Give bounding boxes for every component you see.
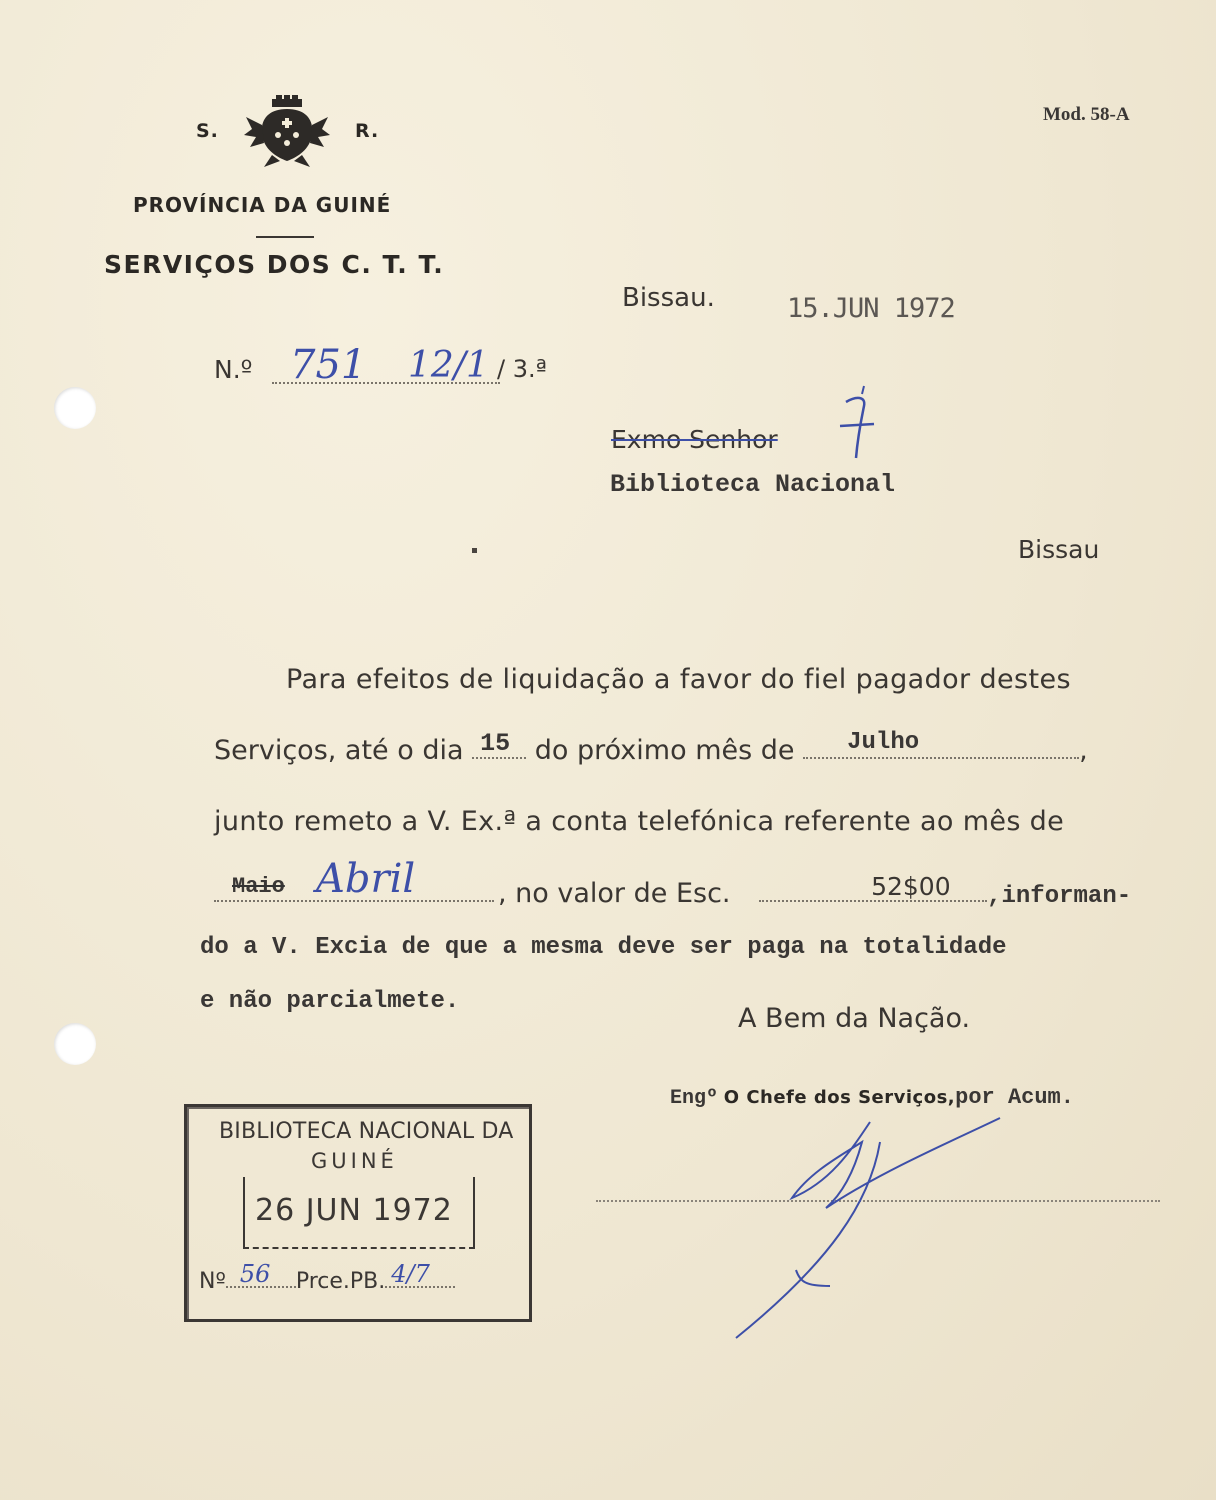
amount-dotted-line	[759, 872, 987, 902]
sr-right: R.	[355, 120, 380, 142]
coat-of-arms-emblem	[242, 95, 332, 170]
billing-month-dotted-line	[214, 856, 494, 902]
place-label: Bissau.	[622, 283, 715, 313]
body-line-3: junto remeto a V. Ex.ª a conta telefónica referente ao mês de	[214, 806, 1065, 837]
body-line-4-typed: ,informan-	[987, 883, 1132, 910]
header-divider	[256, 236, 314, 238]
handwritten-mark	[834, 382, 884, 462]
body-line-5: do a V. Excia de que a mesma deve ser paga na totalidade	[200, 934, 1007, 961]
body-line-2-end: ,	[1079, 735, 1088, 766]
reference-prefix: N.º	[214, 355, 253, 384]
date-stamp: 15.JUN 1972	[787, 293, 955, 324]
services-heading: SERVIÇOS DOS C. T. T.	[104, 250, 445, 279]
province-heading: PROVÍNCIA DA GUINÉ	[133, 193, 392, 217]
punch-hole-bottom	[54, 1023, 96, 1065]
body-line-6: e não parcialmete.	[200, 988, 460, 1015]
body-line-2-middle: do próximo mês de	[534, 735, 795, 766]
billing-month-struck: Maio	[232, 874, 285, 899]
signature-title-line	[670, 1085, 1074, 1110]
signature-prefix: Engº	[670, 1087, 719, 1110]
amount-value: 52$00	[871, 872, 951, 901]
stamp-process-label: Prce.PB.	[295, 1269, 386, 1294]
handwritten-signature	[730, 1112, 1030, 1342]
stamp-process-value: 4/7	[391, 1260, 430, 1288]
billing-month-handwritten: Abril	[316, 856, 416, 902]
due-day: 15	[480, 729, 511, 758]
stamp-number-line	[199, 1260, 455, 1294]
reference-suffix: / 3.ª	[497, 355, 547, 383]
model-number: Mod. 58-A	[1043, 104, 1130, 125]
body-line-2	[214, 729, 1088, 766]
addressee-city: Bissau	[1018, 535, 1100, 564]
body-line-2-start: Serviços, até o dia	[214, 735, 464, 766]
stamp-date-box	[243, 1177, 475, 1249]
sr-left: S.	[196, 120, 219, 142]
stamp-line-1: BIBLIOTECA NACIONAL DA	[219, 1119, 514, 1144]
punch-hole-top	[54, 387, 96, 429]
stamp-date: 26 JUN 1972	[255, 1193, 453, 1228]
reference-number-handwritten: 751	[290, 342, 367, 388]
stamp-line-2: GUINÉ	[311, 1149, 398, 1173]
stamp-number-dots	[226, 1260, 296, 1288]
salutation-struck: Exmo Senhor	[611, 425, 778, 454]
body-line-4	[214, 856, 1132, 910]
stray-mark	[472, 548, 477, 553]
signature-title: O Chefe dos Serviços,	[723, 1087, 956, 1108]
closing-phrase: A Bem da Nação.	[738, 1003, 971, 1034]
month-dotted-line	[803, 729, 1079, 759]
stamp-process-dots	[385, 1260, 455, 1288]
reference-code-handwritten: 12/1	[408, 345, 489, 386]
library-receipt-stamp	[184, 1104, 532, 1322]
stamp-number-value: 56	[239, 1260, 271, 1288]
stamp-number-label: Nº	[199, 1269, 226, 1294]
day-dotted-line	[472, 729, 526, 759]
addressee-name: Biblioteca Nacional	[610, 470, 896, 499]
body-line-1: Para efeitos de liquidação a favor do fiel pagador destes	[286, 664, 1071, 695]
body-line-4-middle: , no valor de Esc.	[498, 878, 731, 909]
signature-suffix: por Acum.	[955, 1085, 1074, 1110]
next-month: Julho	[847, 729, 920, 756]
